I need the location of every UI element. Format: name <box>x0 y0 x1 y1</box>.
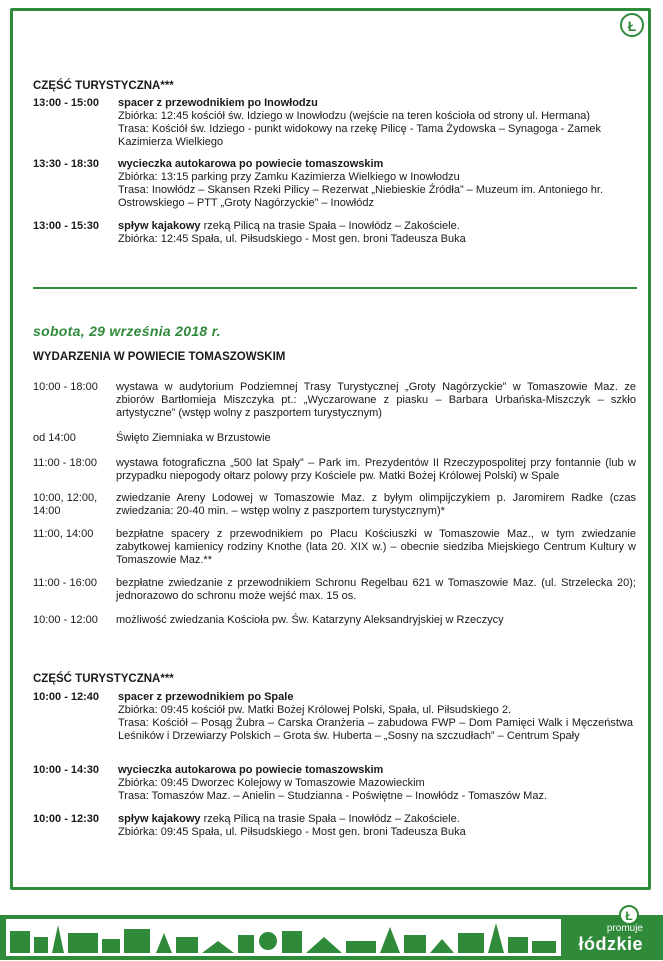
promo-small-text: promuje <box>606 923 643 934</box>
event-time: 11:00, 14:00 <box>33 528 94 540</box>
event-text: zwiedzanie Areny Lodowej w Tomaszowie Maz. z byłym olimpijczykiem p. Jaromirem Radke (czas zwiedzania: 20-40 min. – wstęp wolny z paszportem turystycznym)* <box>116 492 636 517</box>
item-time: 13:00 - 15:30 <box>33 220 100 232</box>
section-title: CZĘŚĆ TURYSTYCZNA*** <box>33 673 174 685</box>
item-line: Trasa: Kościół – Posąg Żubra – Carska Oranżeria – zabudowa FWP – Dom Pamięci Walk i Męczeństwa Leśników i Drzewiarzy Polskich – Grota św. Huberta – „Sosny na szczudłach” – Centrum Spały <box>118 717 633 742</box>
item-title: spacer z przewodnikiem po Spale <box>118 691 294 703</box>
event-time: 11:00 - 18:00 <box>33 457 98 469</box>
item-title: spływ kajakowy <box>118 813 201 825</box>
event-time: 11:00 - 16:00 <box>33 577 98 589</box>
landmarks-illustration-icon <box>6 919 561 956</box>
item-line: Zbiórka: 09:45 Dworzec Kolejowy w Tomaszowie Mazowieckim <box>118 777 425 789</box>
section-title: CZĘŚĆ TURYSTYCZNA*** <box>33 80 174 92</box>
event-time: 10:00, 12:00, 14:00 <box>33 492 98 517</box>
item-title: spacer z przewodnikiem po Inowłodzu <box>118 97 318 109</box>
event-text: Święto Ziemniaka w Brzustowie <box>116 432 271 444</box>
event-time: 10:00 - 18:00 <box>33 381 98 393</box>
item-title: spływ kajakowy <box>118 220 201 232</box>
item-time: 10:00 - 14:30 <box>33 764 100 776</box>
promo-big-text: łódzkie <box>578 934 643 954</box>
event-text: możliwość zwiedzania Kościoła pw. Św. Katarzyny Aleksandryjskiej w Rzeczycy <box>116 614 504 626</box>
item-time: 10:00 - 12:40 <box>33 691 100 703</box>
event-text: wystawa w audytorium Podziemnej Trasy Turystycznej „Groty Nagórzyckie” w Tomaszowie Maz. ze zbiorów Bartłomieja Miszczyka pt.: „Wyczarowane z piasku – Barbara Urbańska-Miszczyk – szkło artystyczne” (wstęp wolny z paszportem turystycznym) <box>116 381 636 419</box>
footer-illustration <box>6 919 561 956</box>
event-text: wystawa fotograficzna „500 lat Spały” – Park im. Prezydentów II Rzeczypospolitej przy fontannie (lub w przypadku niepogody ołtarz polowy przy Kościele pw. Matki Bożej Królowej Polski) w Spale <box>116 457 636 482</box>
item-title: wycieczka autokarowa po powiecie tomaszowskim <box>118 158 384 170</box>
event-text: bezpłatne spacery z przewodnikiem po Placu Kościuszki w Tomaszowie Maz., w tym zwiedzanie zabytkowej kamienicy rodziny Knothe (lata 20. XIX w.) – obecnie siedziba Miejskiego Centrum Kultury w Tomaszowie Maz.** <box>116 528 636 566</box>
item-line: Trasa: Kościół św. Idziego - punkt widokowy na rzekę Pilicę - Tama Żydowska – Synagoga - Zamek Kazimierza Wielkiego <box>118 123 601 148</box>
lodzkie-logo-icon: Ł <box>619 905 639 925</box>
divider <box>33 287 637 289</box>
item-title-rest: rzeką Pilicą na trasie Spała – Inowłódz – Zakościele. <box>200 813 460 825</box>
event-time: 10:00 - 12:00 <box>33 614 98 626</box>
item-time: 13:00 - 15:00 <box>33 97 100 109</box>
item-line: Zbiórka: 13:15 parking przy Zamku Kazimierza Wielkiego w Inowłodzu <box>118 171 460 183</box>
item-line: Zbiórka: 09:45 Spała, ul. Piłsudskiego - Most gen. broni Tadeusza Buka <box>118 826 466 838</box>
section-title: WYDARZENIA W POWIECIE TOMASZOWSKIM <box>33 351 286 363</box>
event-text: bezpłatne zwiedzanie z przewodnikiem Schronu Regelbau 621 w Tomaszowie Maz. (ul. Strzelecka 20); jednorazowo do schronu może wejść max. 15 os. <box>116 577 636 602</box>
item-line: Zbiórka: 09:45 kościół pw. Matki Bożej Królowej Polski, Spała, ul. Piłsudskiego 2. <box>118 704 512 716</box>
item-line: Trasa: Inowłódz – Skansen Rzeki Pilicy – Rezerwat „Niebieskie Źródła” – Muzeum im. Antoniego hr. Ostrowskiego – PTT „Groty Nagórzyckie” – Inowłódz <box>118 184 604 209</box>
event-time: od 14:00 <box>33 432 76 444</box>
item-line: Zbiórka: 12:45 Spała, ul. Piłsudskiego - Most gen. broni Tadeusza Buka <box>118 233 466 245</box>
date-heading: sobota, 29 września 2018 r. <box>33 323 221 339</box>
item-line: Trasa: Tomaszów Maz. – Anielin – Studzianna - Poświętne – Inowłódz - Tomaszów Maz. <box>118 790 547 802</box>
footer-banner <box>0 905 663 960</box>
item-time: 13:30 - 18:30 <box>33 158 100 170</box>
item-title-rest: rzeką Pilicą na trasie Spała – Inowłódz – Zakościele. <box>200 220 460 232</box>
promo-logo <box>578 923 643 955</box>
item-line: Zbiórka: 12:45 kościół św. Idziego w Inowłodzu (wejście na teren kościoła od strony ul. Hermana) <box>118 110 591 122</box>
item-time: 10:00 - 12:30 <box>33 813 100 825</box>
item-title: wycieczka autokarowa po powiecie tomaszowskim <box>118 764 384 776</box>
lodzkie-logo-icon: Ł <box>620 13 644 37</box>
